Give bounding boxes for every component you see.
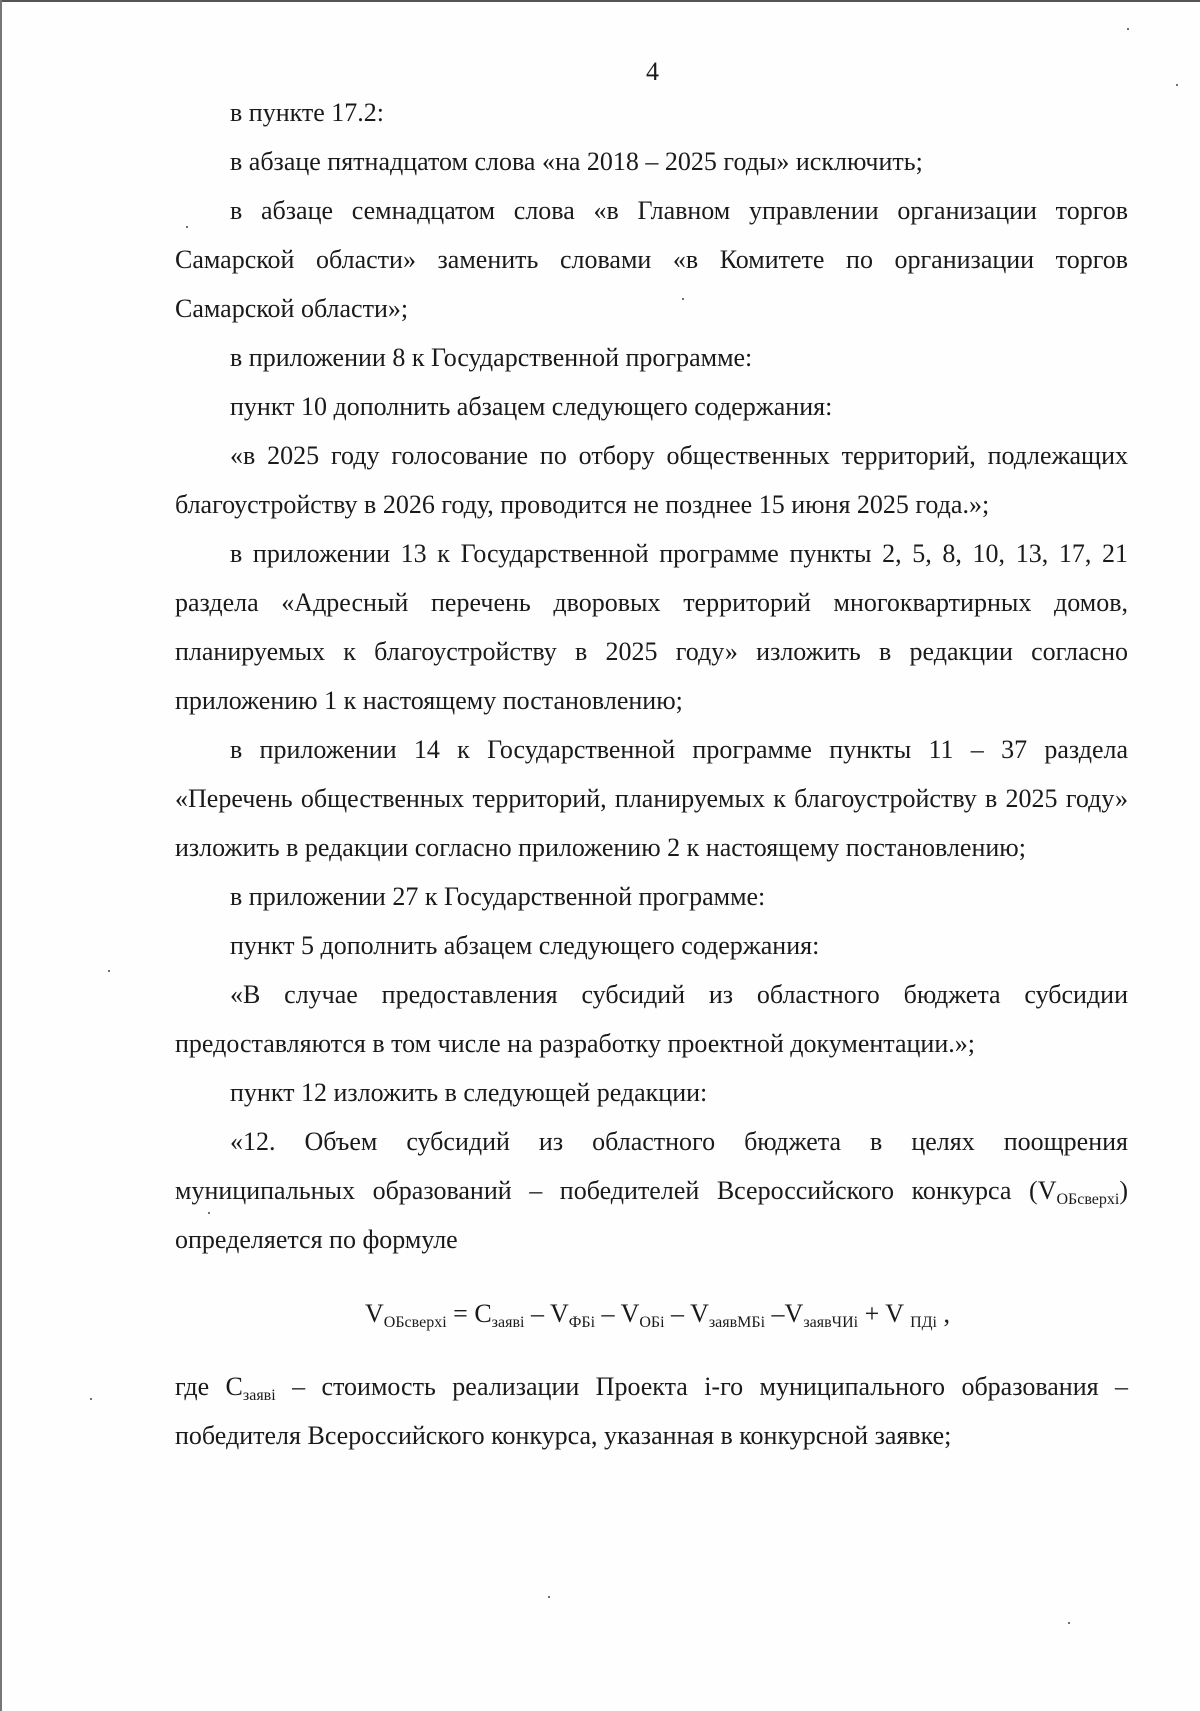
formula-definition: где $C_{заявi}$ – стоимость реализации Проекта i-го муниципального образования – победителя Всероссийского конкурса, указанная в конкурсной заявке;: [175, 1372, 1128, 1450]
paragraph: «в 2025 году голосование по отбору общественных территорий, подлежащих благоустройству в 2026 году, проводится не позднее 15 июня 2025 года.»;: [175, 441, 1128, 519]
formula: $V_{ОБсверхi} = C_{заявi} - V_{ФБi} - V_{ОБi} - V_{заявМБi}$ $-V_{заявЧИi} + V$ $_{ПДi}$ ,: [365, 1299, 950, 1331]
paragraph: в абзаце семнадцатом слова «в Главном управлении организации торгов Самарской области» заменить словами «в Комитете по организации торгов Самарской области»;: [175, 196, 1128, 323]
scan-speck: [186, 226, 188, 228]
paragraph: в приложении 27 к Государственной программе:: [230, 882, 766, 911]
paragraph: «В случае предоставления субсидий из областного бюджета субсидии предоставляются в том числе на разработку проектной документации.»;: [175, 980, 1128, 1058]
scan-speck: [1068, 1622, 1070, 1624]
paragraph: пункт 10 дополнить абзацем следующего содержания:: [230, 392, 833, 421]
paragraph: в приложении 13 к Государственной программе пункты 2, 5, 8, 10, 13, 17, 21 раздела «Адресный перечень дворовых территорий многоквартирных домов, планируемых к благоустройству в 2025 году» изложить в редакции согласно приложению 1 к настоящему постановлению;: [175, 539, 1128, 715]
scan-edge-top: [0, 0, 1200, 2]
paragraph-text: «12. Объем субсидий из областного бюджета в целях поощрения муниципальных образований – победителей Всероссийского конкурса: [175, 1127, 1128, 1205]
paragraph: [175, 1117, 1128, 1264]
scan-speck: [1127, 28, 1129, 30]
paragraph: пункт 12 изложить в следующей редакции:: [230, 1078, 708, 1107]
paragraph: в приложении 8 к Государственной программе:: [230, 343, 753, 372]
paragraph: в приложении 14 к Государственной программе пункты 11 – 37 раздела «Перечень общественных территорий, планируемых к благоустройству в 2025 году» изложить в редакции согласно приложению 2 к настоящему постановлению;: [175, 735, 1128, 862]
scan-edge-left: [0, 0, 2, 1711]
paragraph: в пункте 17.2:: [230, 98, 385, 127]
scan-speck: [682, 298, 684, 300]
scan-speck: [90, 1398, 92, 1400]
scan-speck: [1176, 84, 1178, 86]
paragraph: в абзаце пятнадцатом слова «на 2018 – 2025 годы» исключить;: [230, 147, 923, 176]
paragraph: пункт 5 дополнить абзацем следующего содержания:: [230, 931, 820, 960]
page-number: 4: [646, 57, 659, 86]
scan-speck: [208, 1212, 210, 1214]
formula-variable: $(V_{ОБсверхi})$ определяется по формуле: [175, 1176, 1129, 1254]
document-body: [175, 88, 1128, 1460]
scan-speck: [108, 970, 110, 972]
scan-speck: [548, 1596, 550, 1598]
